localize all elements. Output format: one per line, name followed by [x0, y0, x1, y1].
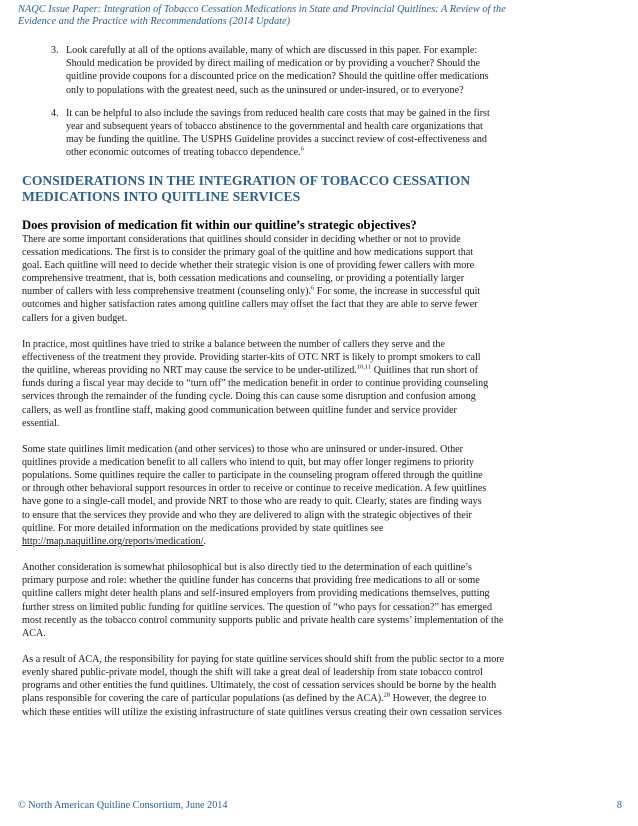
paragraph-line: Some state quitlines limit medication (and other services) to those who are uninsured or under-insured. Other — [22, 443, 464, 455]
paragraph-line: services through the remainder of the funding cycle. Doing this can cause some disruption and confusion among — [22, 391, 476, 403]
page-content — [22, 44, 622, 719]
paragraph-line: goal. Each quitline will need to decide whether their strategic vision is one of providing fewer callers with more — [22, 259, 475, 271]
paragraph-line: further stress on limited public funding for quitline services. The question of “who pays for cessation?” has emerged — [22, 601, 492, 613]
paragraph-line: primary purpose and role: whether the quitline funder has concerns that providing free medications to all or some — [22, 575, 480, 587]
item-line: year and subsequent years of tobacco abstinence to the governmental and health care organizations that — [66, 121, 483, 133]
paragraph-line: programs and other entities the fund quitlines. Ultimately, the cost of cessation services should be borne by the health — [22, 680, 497, 692]
paragraph-line: cessation medications. The first is to consider the primary goal of the quitline and how medications support that — [22, 246, 474, 258]
citation-superscript: 28 — [383, 692, 391, 700]
header-line-1: NAQC Issue Paper: Integration of Tobacco Cessation Medications in State and Provincial Quitlines: A Review of the — [18, 4, 506, 15]
paragraph-text: plans responsible for covering the care of particular populations (as defined by the ACA). — [22, 693, 384, 705]
paragraph-text: number of callers with less comprehensive treatment (counseling only). — [22, 286, 311, 298]
item-line: Look carefully at all of the options available, many of which are discussed in this paper. For example: — [66, 45, 478, 56]
paragraph-4 — [22, 561, 622, 640]
paragraph-text: Quitlines that run short of — [371, 365, 479, 377]
item-line: Should medication be provided by direct mailing of medication or by providing a voucher? Should the — [66, 58, 481, 70]
paragraph-2 — [22, 338, 622, 430]
paragraph-1 — [22, 233, 622, 325]
section-heading-line: CONSIDERATIONS IN THE INTEGRATION OF TOBACCO CESSATION — [22, 172, 471, 188]
item-number: 4. — [51, 107, 59, 119]
paragraph-line: quitlines provide a medication benefit to all callers who intend to quit, but may offer longer regimens to priority — [22, 456, 474, 468]
section-heading — [22, 173, 622, 205]
paragraph-line: As a result of ACA, the responsibility for paying for state quitline services should shift from the public sector to a more — [22, 654, 505, 665]
paragraph-line: In practice, most quitlines have tried to strike a balance between the number of callers they serve and the — [22, 338, 445, 350]
paragraph-line: Another consideration is somewhat philosophical but is also directly tied to the determination of each quitline’s — [22, 562, 472, 574]
item-number: 3. — [51, 45, 59, 56]
subsection-heading: Does provision of medication fit within our quitline’s strategic objectives? — [22, 217, 417, 232]
paragraph-line: There are some important considerations that quitlines should consider in deciding whether or not to provide — [22, 233, 461, 245]
section-heading-line: MEDICATIONS INTO QUITLINE SERVICES — [22, 188, 301, 204]
paragraph-text: . — [203, 535, 206, 547]
item-text: other economic outcomes of treating tobacco dependence. — [66, 147, 301, 159]
paragraph-line — [22, 285, 622, 298]
paragraph-line: callers, as well as frontline staff, making good communication between quitline funder and service provider — [22, 404, 457, 416]
item-line: quitline provide coupons for a discounted price on the medication? Should the quitline offer medications — [66, 71, 489, 83]
medication-map-link[interactable]: http://map.naquitline.org/reports/medication/ — [22, 535, 204, 547]
paragraph-line: funds during a fiscal year may decide to “turn off” the medication benefit in order to continue providing counseling — [22, 378, 489, 390]
page-number: 8 — [616, 800, 622, 811]
paragraph-line — [22, 364, 622, 377]
paragraph-line: to ensure that the services they provide and who they are delivered to align with the strategic objectives of their — [22, 509, 472, 521]
running-header — [18, 4, 622, 28]
paragraph-line: outcomes and higher satisfaction rates among quitline callers may offset the fact that they are able to serve fewer — [22, 299, 478, 311]
paragraph-line — [22, 692, 622, 705]
copyright-notice: © North American Quitline Consortium, June 2014 — [18, 800, 228, 811]
paragraph-line — [22, 535, 622, 548]
paragraph-line: have gone to a single-call model, and provide NRT to those who are ready to quit. Clearly, states are finding ways — [22, 496, 482, 508]
paragraph-line: most recently as the tobacco control community supports public and private health care systems’ implementation of the — [22, 614, 504, 626]
paragraph-text: the quitline, whereas providing no NRT may cause the service to be under-utilized. — [22, 365, 357, 377]
citation-superscript: 6 — [300, 146, 304, 154]
paragraph-line: essential. — [22, 417, 60, 429]
paragraph-line: effectiveness of the treatment they provide. Providing starter-kits of OTC NRT is likely to prompt smokers to call — [22, 351, 481, 363]
paragraph-line: which these entities will utilize the existing infrastructure of state quitlines versus creating their own cessation services — [22, 706, 502, 718]
citation-superscript: 6 — [311, 284, 315, 292]
page-footer — [18, 800, 622, 811]
paragraph-line: quitline callers might deter health plans and self-insured employers from providing medications themselves, putting — [22, 588, 490, 600]
paragraph-text: However, the degree to — [390, 693, 487, 705]
paragraph-line: callers for a given budget. — [22, 312, 128, 324]
header-line-2: Evidence and the Practice with Recommendations (2014 Update) — [18, 16, 291, 27]
paragraph-text: For some, the increase in successful quit — [314, 286, 481, 298]
citation-superscript: 10,11 — [356, 363, 372, 371]
paragraph-3 — [22, 443, 622, 548]
paragraph-line: ACA. — [22, 627, 46, 639]
paragraph-5 — [22, 653, 622, 719]
paragraph-line: comprehensive treatment, that is, both cessation medications and counseling, or providing a potentially larger — [22, 273, 465, 285]
numbered-item-4 — [22, 107, 622, 160]
numbered-item-3 — [22, 44, 622, 97]
item-line — [66, 146, 622, 159]
item-line: may be funding the quitline. The USPHS Guideline provides a succinct review of cost-effectiveness and — [66, 134, 487, 146]
paragraph-line: evenly shared public-private model, though the shift will take a great deal of leadership from state tobacco control — [22, 667, 483, 679]
item-line: only to populations with the greatest need, such as the uninsured or under-insured, or to everyone? — [66, 84, 464, 96]
paragraph-line: quitline. For more detailed information on the medications provided by state quitlines see — [22, 522, 384, 534]
paragraph-line: or through other behavioral support resources in order to receive or continue to receive medication. A few quitlines — [22, 483, 487, 495]
paragraph-line: populations. Some quitlines require the caller to participate in the counseling program offered through the quitline — [22, 470, 483, 482]
item-line: It can be helpful to also include the savings from reduced health care costs that may be gained in the first — [66, 107, 490, 119]
